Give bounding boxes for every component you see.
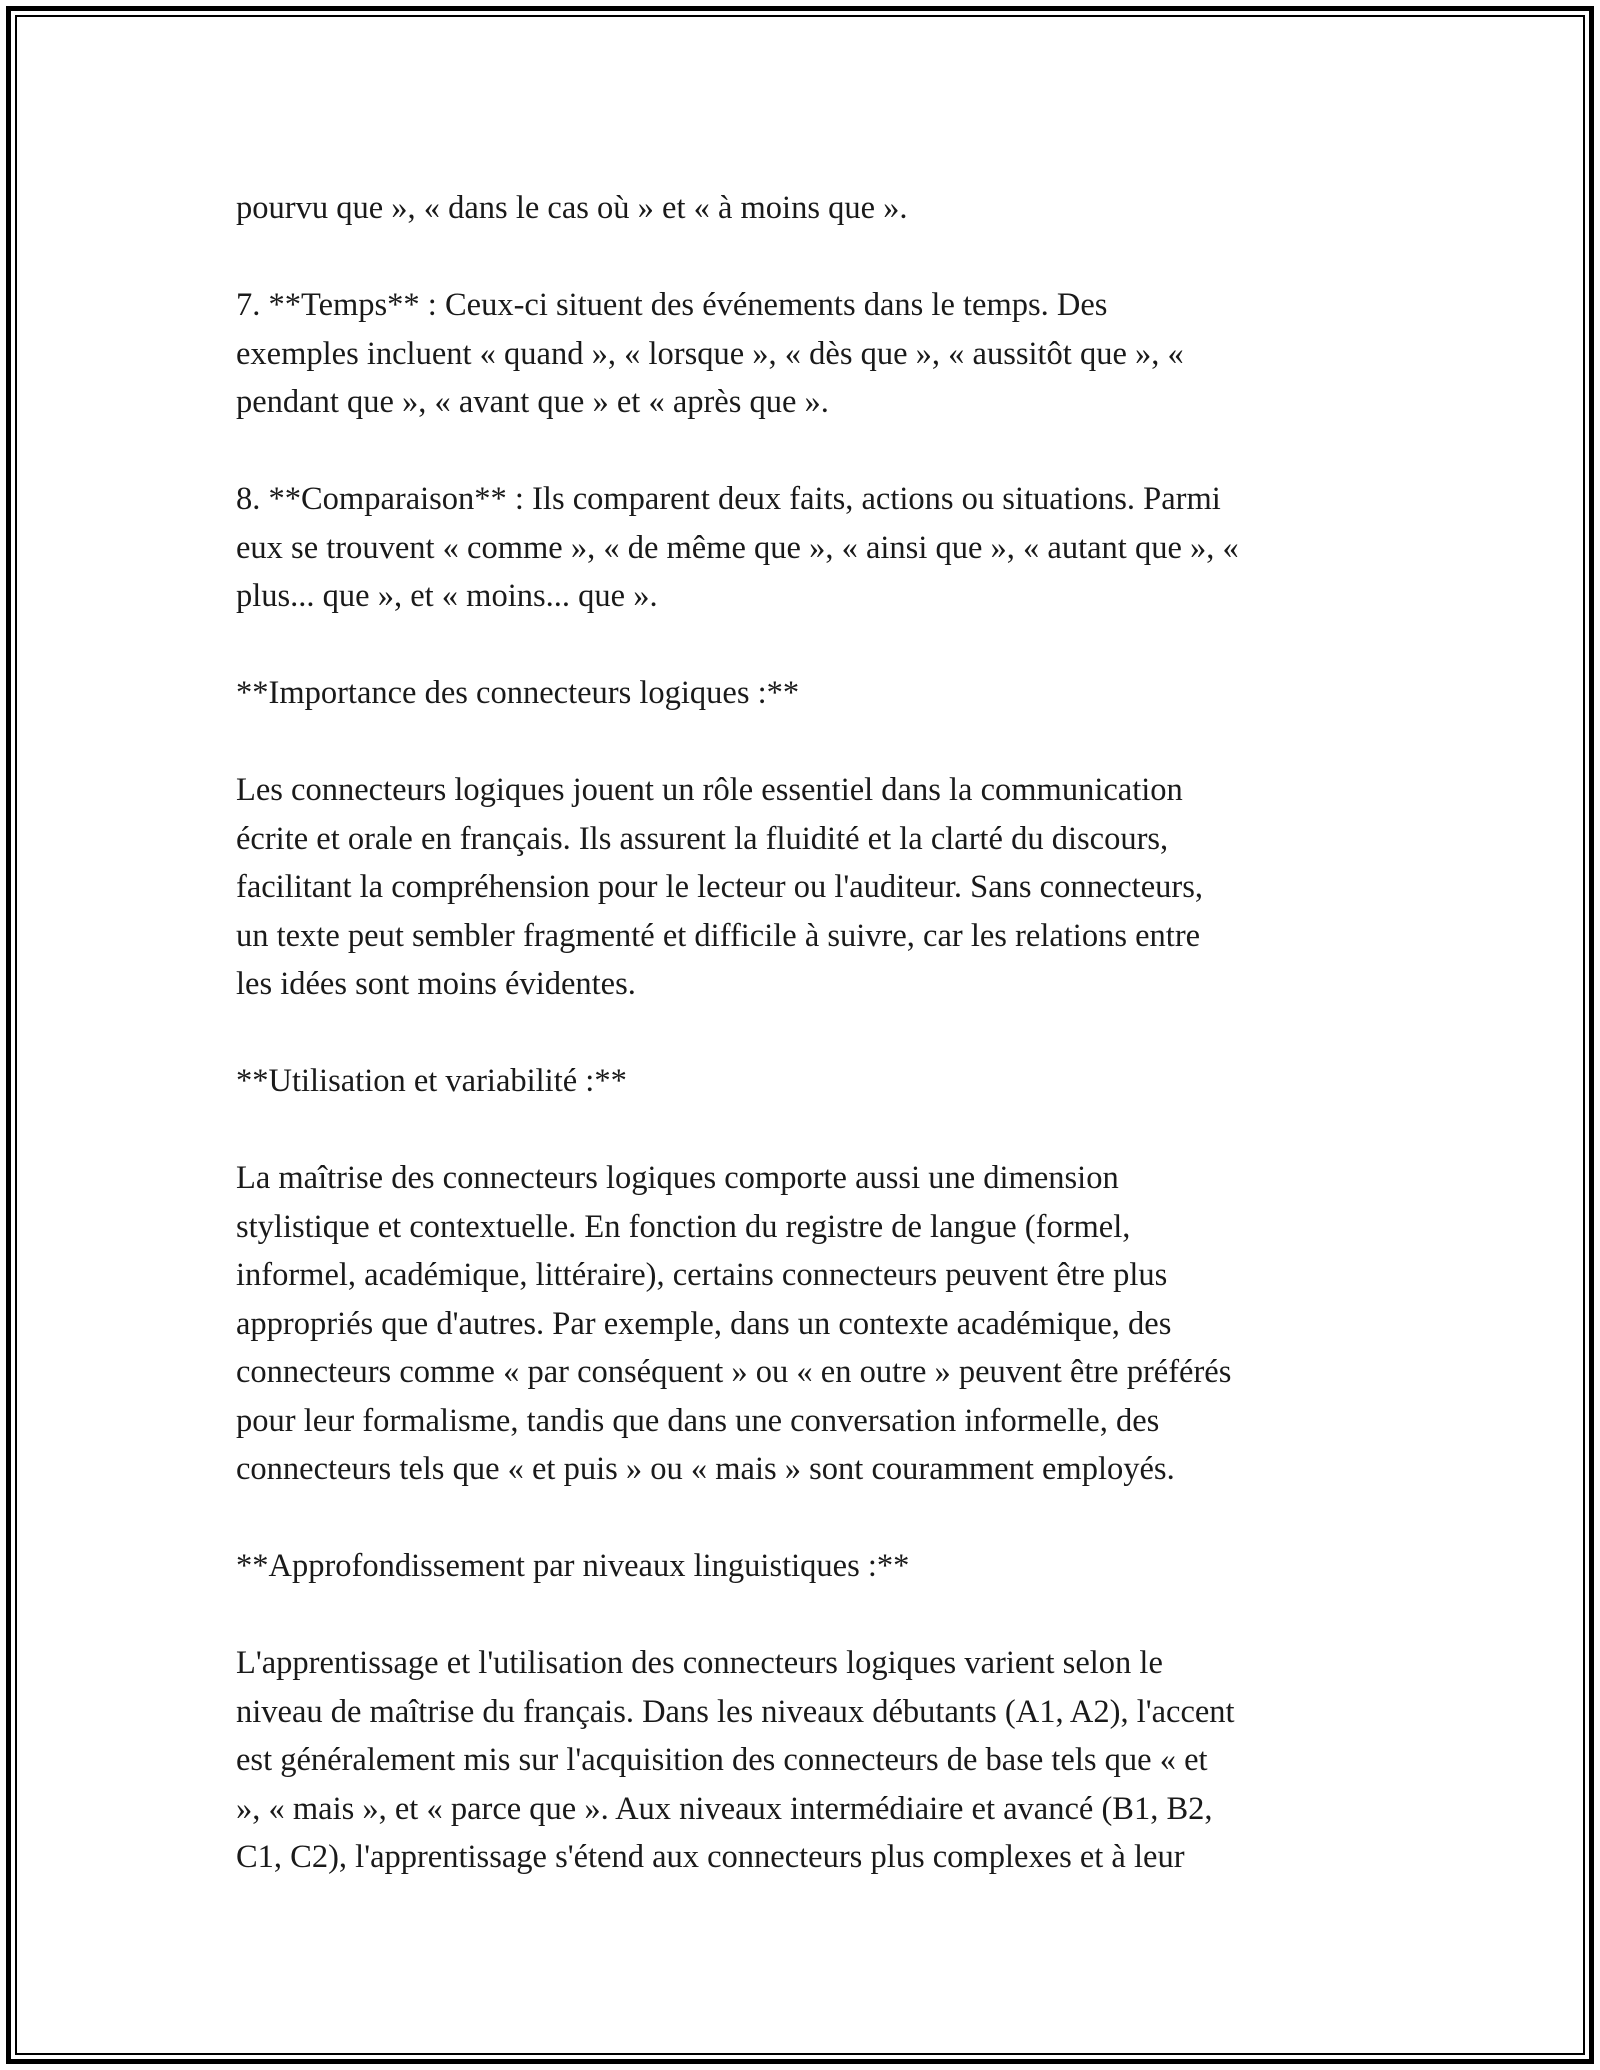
text-line: plus... que », et « moins... que ».: [236, 578, 658, 614]
text-line: informel, académique, littéraire), certains connecteurs peuvent être plus: [236, 1257, 1168, 1293]
text-line: pour leur formalisme, tandis que dans une conversation informelle, des: [236, 1402, 1160, 1439]
text-line: facilitant la compréhension pour le lecteur ou l'auditeur. Sans connecteurs,: [236, 869, 1203, 905]
list-item-comparaison: [236, 475, 1376, 621]
text-line: L'apprentissage et l'utilisation des connecteurs logiques varient selon le: [236, 1645, 1163, 1681]
text-line: connecteurs comme « par conséquent » ou « en outre » peuvent être préférés: [236, 1354, 1232, 1390]
text-line: niveau de maîtrise du français. Dans les niveaux débutants (A1, A2), l'accent: [236, 1693, 1235, 1730]
text-line: », « mais », et « parce que ». Aux niveaux intermédiaire et avancé (B1, B2,: [236, 1790, 1213, 1827]
text-line: pendant que », « avant que » et « après que ».: [236, 384, 829, 420]
section-heading: **Importance des connecteurs logiques :**: [236, 675, 800, 711]
paragraph-approfondissement: [236, 1639, 1376, 1882]
section-heading: **Utilisation et variabilité :**: [236, 1063, 627, 1099]
paragraph-importance: [236, 766, 1376, 1009]
text-line: stylistique et contextuelle. En fonction du registre de langue (formel,: [236, 1208, 1131, 1245]
heading-approfondissement: [236, 1542, 1376, 1591]
text-line: C1, C2), l'apprentissage s'étend aux connecteurs plus complexes et à leur: [236, 1839, 1185, 1875]
text-line: 8. **Comparaison** : Ils comparent deux faits, actions ou situations. Parmi: [236, 481, 1221, 517]
section-heading: **Approfondissement par niveaux linguistiques :**: [236, 1548, 910, 1584]
text-line: un texte peut sembler fragmenté et difficile à suivre, car les relations entre: [236, 917, 1201, 954]
heading-utilisation: [236, 1057, 1376, 1106]
text-line: Les connecteurs logiques jouent un rôle essentiel dans la communication: [236, 772, 1183, 808]
paragraph-condition-continuation: [236, 184, 1376, 233]
text-line: est généralement mis sur l'acquisition des connecteurs de base tels que « et: [236, 1742, 1208, 1778]
text-line: appropriés que d'autres. Par exemple, dans un contexte académique, des: [236, 1305, 1172, 1342]
text-line: La maîtrise des connecteurs logiques comporte aussi une dimension: [236, 1160, 1119, 1196]
text-line: 7. **Temps** : Ceux-ci situent des événements dans le temps. Des: [236, 287, 1108, 323]
text-line: écrite et orale en français. Ils assurent la fluidité et la clarté du discours,: [236, 820, 1169, 857]
paragraph-utilisation: [236, 1154, 1376, 1494]
list-item-temps: [236, 281, 1376, 427]
text-line: connecteurs tels que « et puis » ou « mais » sont couramment employés.: [236, 1451, 1175, 1487]
text-line: eux se trouvent « comme », « de même que », « ainsi que », « autant que », «: [236, 529, 1239, 566]
heading-importance: [236, 669, 1376, 718]
text-line: pourvu que », « dans le cas où » et « à moins que ».: [236, 190, 908, 226]
document-body: [236, 184, 1376, 1882]
text-line: exemples incluent « quand », « lorsque », « dès que », « aussitôt que », «: [236, 335, 1184, 372]
text-line: les idées sont moins évidentes.: [236, 966, 636, 1002]
